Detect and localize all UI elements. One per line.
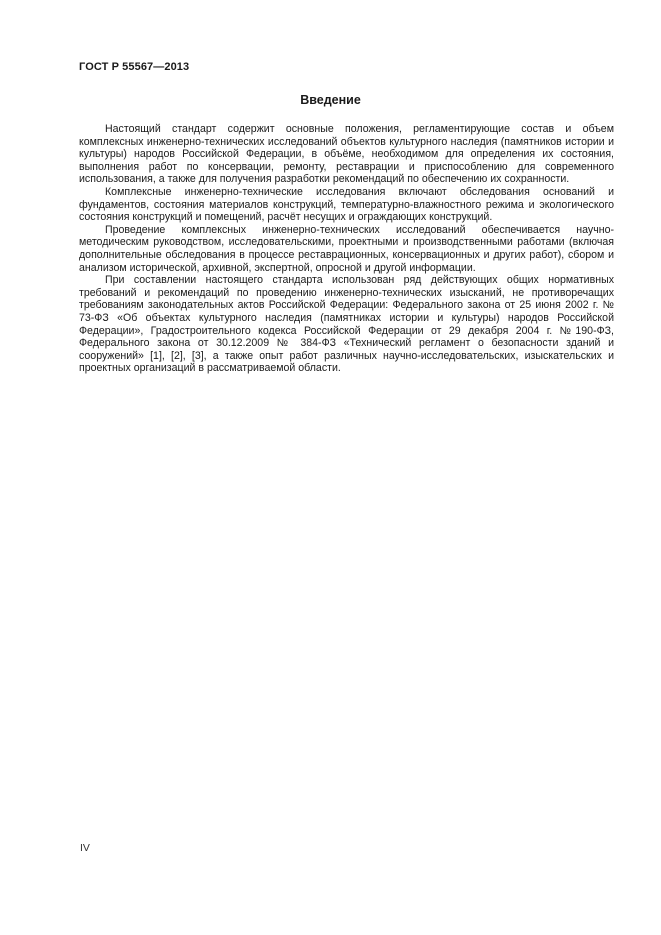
paragraph: При составлении настоящего стандарта использован ряд действующих общих нормативных требований и рекомендаций по проведению инженерно-технических изысканий, не противоречащих требованиям законодательных актов Российской Федерации: Федерального закона от 25 июня 2002 г. № 73-ФЗ «Об объектах культурного наследия (памятниках истории и культуры) народов Российской Федерации», Градостроительного кодекса Российской Федерации от 29 декабря 2004 г. №190-ФЗ, Федерального закона от 30.12.2009 № 384-ФЗ «Технический регламент о безопасности зданий и сооружений» [1], [2], [3], а также опыт работ различных научно-исследовательских, изыскательских и проектных организаций в рассматриваемой области. (79, 274, 614, 375)
introduction-body (79, 123, 614, 375)
paragraph: Настоящий стандарт содержит основные положения, регламентирующие состав и объем комплексных инженерно-технических исследований объектов культурного наследия (памятников истории и культуры) народов Российской Федерации, в объёме, необходимом для определения их состояния, выполнения работ по консервации, ремонту, реставрации и приспособлению для современного использования, а также для получения разработки рекомендаций по обеспечению их сохранности. (79, 123, 614, 186)
paragraph: Проведение комплексных инженерно-технических исследований обеспечивается научно-методическим руководством, исследовательскими, проектными и производственными работами (включая дополнительные обследования в процессе реставрационных, консервационных и других работ), сбором и анализом исторической, архивной, экспертной, опросной и другой информации. (79, 223, 614, 274)
page-number: IV (80, 842, 90, 854)
section-title: Введение (300, 93, 361, 107)
paragraph: Комплексные инженерно-технические исследования включают обследования оснований и фундаментов, состояния материалов конструкций, температурно-влажностного режима и экологического состояния конструкций и помещений, расчёт несущих и ограждающих конструкций. (79, 185, 614, 224)
document-code-header: ГОСТ Р 55567—2013 (79, 61, 190, 73)
